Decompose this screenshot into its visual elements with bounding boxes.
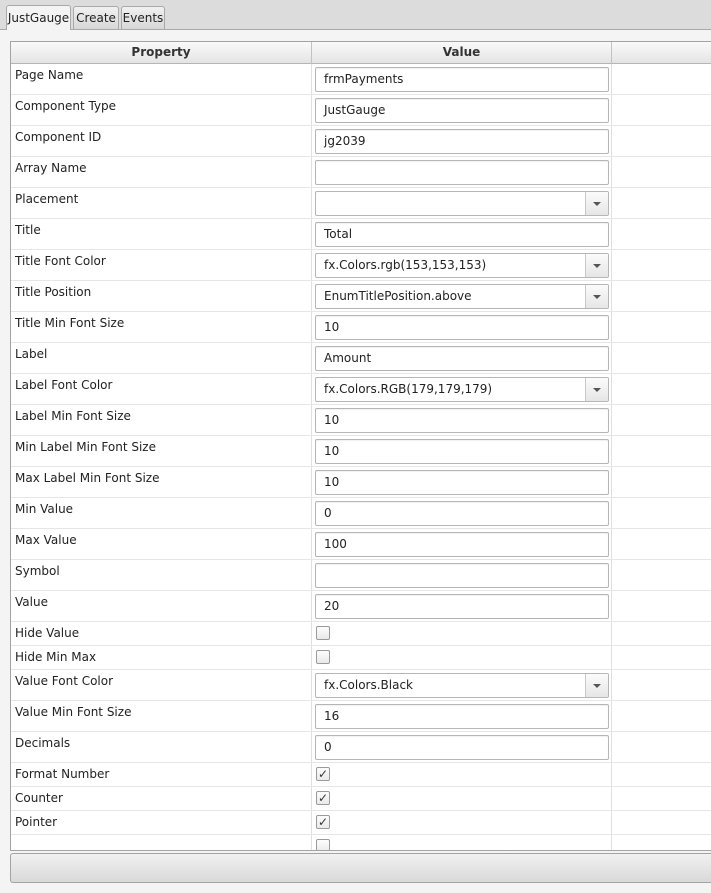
table-row[interactable] [11, 64, 711, 95]
table-row[interactable] [11, 835, 711, 851]
value-input[interactable]: 100 [315, 532, 609, 557]
value-input[interactable] [315, 160, 609, 185]
table-row[interactable] [11, 787, 711, 811]
value-input[interactable]: JustGauge [315, 98, 609, 123]
value-checkbox[interactable] [316, 767, 330, 781]
value-cell [312, 64, 612, 94]
property-label: Component ID [11, 126, 312, 156]
filler-cell [612, 64, 711, 94]
tab-create[interactable]: Create [73, 6, 119, 29]
filler-cell [612, 374, 711, 404]
value-cell [312, 95, 612, 125]
filler-cell [612, 157, 711, 187]
filler-cell [612, 436, 711, 466]
filler-cell [612, 646, 711, 669]
combobox-value: fx.Colors.RGB(179,179,179) [324, 382, 493, 396]
property-label: Value Font Color [11, 670, 312, 700]
table-row[interactable] [11, 732, 711, 763]
value-checkbox[interactable] [316, 626, 330, 640]
value-cell [312, 732, 612, 762]
property-label: Array Name [11, 157, 312, 187]
value-combobox[interactable] [315, 253, 609, 278]
filler-cell [612, 811, 711, 834]
filler-cell [612, 732, 711, 762]
table-row[interactable] [11, 646, 711, 670]
value-cell [312, 763, 612, 786]
table-row[interactable] [11, 467, 711, 498]
table-row[interactable] [11, 498, 711, 529]
chevron-down-icon[interactable] [585, 192, 608, 215]
table-row[interactable] [11, 670, 711, 701]
value-cell [312, 498, 612, 528]
table-row[interactable] [11, 188, 711, 219]
value-combobox[interactable] [315, 191, 609, 216]
column-header-filler [612, 42, 711, 64]
chevron-down-icon[interactable] [585, 378, 608, 401]
value-cell [312, 374, 612, 404]
property-label: Label Font Color [11, 374, 312, 404]
property-label [11, 835, 312, 851]
property-label: Component Type [11, 95, 312, 125]
value-input[interactable]: 0 [315, 735, 609, 760]
tab-events[interactable]: Events [121, 6, 165, 29]
checkmark-icon: ✓ [317, 791, 329, 805]
table-row[interactable] [11, 591, 711, 622]
filler-cell [612, 701, 711, 731]
value-cell [312, 436, 612, 466]
filler-cell [612, 95, 711, 125]
table-row[interactable] [11, 312, 711, 343]
table-row[interactable] [11, 343, 711, 374]
filler-cell [612, 622, 711, 645]
value-input[interactable]: 10 [315, 470, 609, 495]
value-cell [312, 188, 612, 218]
property-table [10, 41, 711, 851]
property-label: Format Number [11, 763, 312, 786]
value-checkbox[interactable] [316, 791, 330, 805]
filler-cell [612, 219, 711, 249]
table-row[interactable] [11, 219, 711, 250]
bottom-scrollbar[interactable] [10, 853, 711, 883]
table-row[interactable] [11, 374, 711, 405]
filler-cell [612, 763, 711, 786]
value-input[interactable]: 16 [315, 704, 609, 729]
value-input[interactable]: 10 [315, 315, 609, 340]
value-cell [312, 811, 612, 834]
value-input[interactable]: Total [315, 222, 609, 247]
filler-cell [612, 467, 711, 497]
value-combobox[interactable] [315, 377, 609, 402]
value-cell [312, 670, 612, 700]
value-input[interactable]: 0 [315, 501, 609, 526]
property-label: Title Position [11, 281, 312, 311]
table-row[interactable] [11, 529, 711, 560]
value-cell [312, 405, 612, 435]
combobox-value: EnumTitlePosition.above [324, 289, 472, 303]
chevron-down-icon[interactable] [585, 285, 608, 308]
filler-cell [612, 835, 711, 851]
filler-cell [612, 312, 711, 342]
property-label: Title [11, 219, 312, 249]
filler-cell [612, 343, 711, 373]
value-checkbox[interactable] [316, 839, 330, 851]
filler-cell [612, 670, 711, 700]
column-header-value[interactable]: Value [312, 42, 612, 64]
combobox-value: fx.Colors.Black [324, 678, 414, 692]
table-row[interactable] [11, 126, 711, 157]
filler-cell [612, 405, 711, 435]
property-label: Max Value [11, 529, 312, 559]
value-input[interactable]: frmPayments [315, 67, 609, 92]
property-label: Value [11, 591, 312, 621]
value-input[interactable]: jg2039 [315, 129, 609, 154]
table-row[interactable] [11, 157, 711, 188]
filler-cell [612, 188, 711, 218]
table-row[interactable] [11, 405, 711, 436]
property-label: Title Font Color [11, 250, 312, 280]
value-input[interactable] [315, 563, 609, 588]
property-label: Pointer [11, 811, 312, 834]
table-row[interactable] [11, 560, 711, 591]
filler-cell [612, 126, 711, 156]
value-cell [312, 835, 612, 851]
table-row[interactable] [11, 95, 711, 126]
filler-cell [612, 591, 711, 621]
value-combobox[interactable] [315, 673, 609, 698]
table-row[interactable] [11, 436, 711, 467]
value-cell [312, 591, 612, 621]
table-row[interactable] [11, 622, 711, 646]
column-header-property[interactable]: Property [11, 42, 312, 64]
value-cell [312, 701, 612, 731]
property-label: Counter [11, 787, 312, 810]
property-label: Value Min Font Size [11, 701, 312, 731]
combobox-value: fx.Colors.rgb(153,153,153) [324, 258, 487, 272]
value-cell [312, 312, 612, 342]
property-label: Min Value [11, 498, 312, 528]
table-row[interactable] [11, 250, 711, 281]
filler-cell [612, 560, 711, 590]
value-combobox[interactable] [315, 284, 609, 309]
table-row[interactable] [11, 811, 711, 835]
filler-cell [612, 498, 711, 528]
property-label: Decimals [11, 732, 312, 762]
table-row[interactable] [11, 281, 711, 312]
value-cell [312, 250, 612, 280]
value-cell [312, 126, 612, 156]
checkmark-icon: ✓ [317, 767, 329, 781]
tab-bar [0, 0, 711, 30]
table-header [11, 42, 711, 64]
tab-content [0, 29, 711, 893]
value-cell [312, 157, 612, 187]
value-input[interactable]: 10 [315, 408, 609, 433]
value-cell [312, 560, 612, 590]
value-input[interactable]: 10 [315, 439, 609, 464]
filler-cell [612, 529, 711, 559]
table-row[interactable] [11, 701, 711, 732]
value-cell [312, 219, 612, 249]
property-label: Label [11, 343, 312, 373]
property-label: Hide Value [11, 622, 312, 645]
value-cell [312, 343, 612, 373]
value-cell [312, 787, 612, 810]
table-row[interactable] [11, 763, 711, 787]
value-checkbox[interactable] [316, 650, 330, 664]
property-label: Symbol [11, 560, 312, 590]
property-label: Title Min Font Size [11, 312, 312, 342]
value-cell [312, 467, 612, 497]
property-label: Page Name [11, 64, 312, 94]
table-body [11, 64, 711, 851]
property-label: Label Min Font Size [11, 405, 312, 435]
value-cell [312, 281, 612, 311]
value-input[interactable]: Amount [315, 346, 609, 371]
value-checkbox[interactable] [316, 815, 330, 829]
value-cell [312, 529, 612, 559]
value-cell [312, 646, 612, 669]
property-label: Hide Min Max [11, 646, 312, 669]
filler-cell [612, 787, 711, 810]
checkmark-icon: ✓ [317, 815, 329, 829]
property-label: Min Label Min Font Size [11, 436, 312, 466]
value-cell [312, 622, 612, 645]
property-label: Max Label Min Font Size [11, 467, 312, 497]
value-input[interactable]: 20 [315, 594, 609, 619]
filler-cell [612, 281, 711, 311]
chevron-down-icon[interactable] [585, 254, 608, 277]
property-label: Placement [11, 188, 312, 218]
filler-cell [612, 250, 711, 280]
tab-justgauge[interactable]: JustGauge [6, 5, 71, 30]
chevron-down-icon[interactable] [585, 674, 608, 697]
